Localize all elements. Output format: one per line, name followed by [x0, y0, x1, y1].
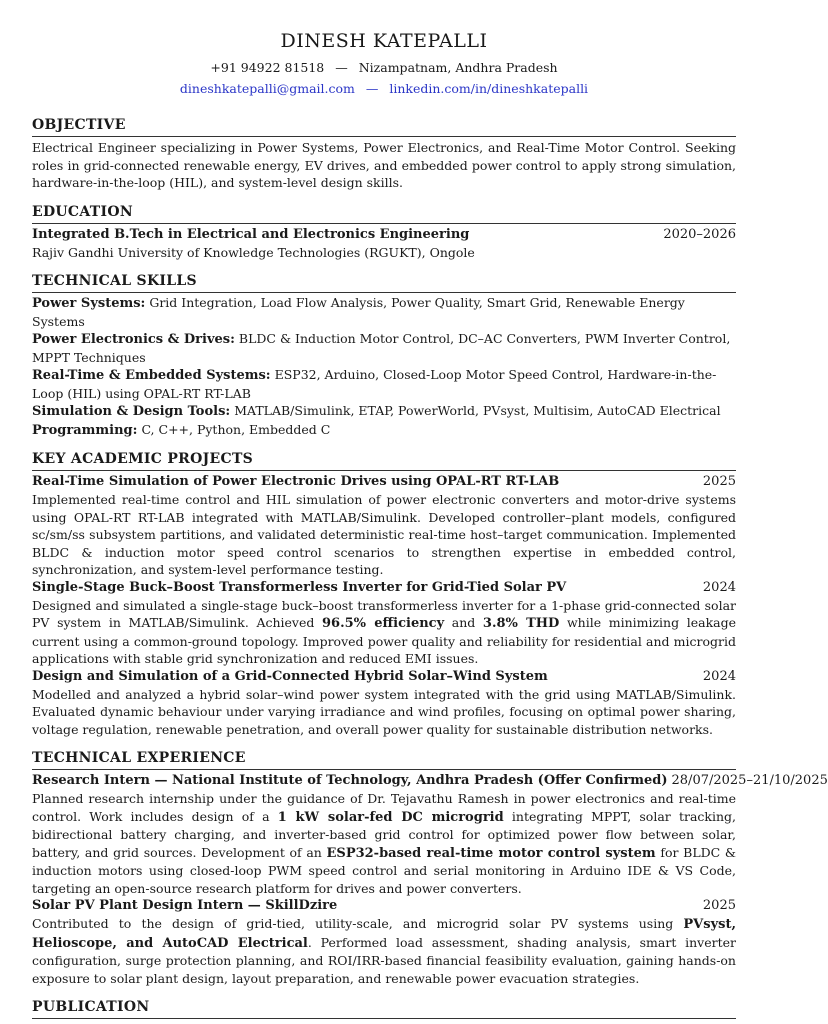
skills-list — [32, 294, 736, 439]
project-title: Real-Time Simulation of Power Electronic Drives using OPAL-RT RT-LAB — [32, 474, 560, 489]
links-line — [32, 80, 736, 97]
skill-item — [32, 421, 736, 440]
skill-item — [32, 330, 736, 366]
skill-value: BLDC & Induction Motor Control, DC–AC Converters, PWM Inverter Control, MPPT Techniques — [32, 331, 731, 365]
separator: — — [335, 60, 348, 75]
project-description — [32, 597, 736, 668]
resume-header — [32, 29, 736, 97]
skill-value: Grid Integration, Load Flow Analysis, Power Quality, Smart Grid, Renewable Energy Systems — [32, 295, 685, 329]
highlight-tools: PVsyst, Helioscope, and AutoCAD Electrical — [32, 917, 736, 951]
phone-number: +91 94922 81518 — [210, 60, 325, 75]
skill-label: Simulation & Design Tools: — [32, 404, 231, 419]
text-run: . Performed load assessment, shading analysis, smart inverter configuration, surge protection planning, and ROI/IRR-based financial feasibility evaluation, gaining hands-on exposure to solar plant design, layout preparation, and renewable power evacuation strategies. — [32, 934, 736, 986]
project-year: 2024 — [702, 579, 736, 595]
skill-item — [32, 402, 736, 421]
skill-value: ESP32, Arduino, Closed-Loop Motor Speed Control, Hardware-in-the-Loop (HIL) using OPAL-RT RT-LAB — [32, 367, 717, 401]
resume-page — [32, 0, 828, 1019]
experience-heading: TECHNICAL EXPERIENCE — [32, 749, 736, 770]
education-heading: EDUCATION — [32, 203, 736, 224]
experience-dates: 2025 — [702, 898, 736, 913]
degree-title: Integrated B.Tech in Electrical and Electronics Engineering — [32, 226, 470, 242]
email-link[interactable]: dineshkatepalli@gmail.com — [179, 81, 355, 96]
highlight-efficiency: 96.5% efficiency — [322, 616, 445, 631]
text-run: and — [444, 615, 483, 630]
candidate-name: DINESH KATEPALLI — [280, 30, 488, 52]
objective-text: Electrical Engineer specializing in Power Systems, Power Electronics, and Real-Time Motor Control. Seeking roles in grid-connected renewable energy, EV drives, and embedded power control to apply strong simulation, hardware-in-the-loop (HIL), and system-level design skills. — [32, 140, 736, 190]
skill-label: Power Systems: — [32, 296, 146, 311]
project-header — [32, 473, 736, 491]
project-year: 2025 — [702, 474, 736, 489]
separator: — — [365, 81, 379, 96]
skill-value: MATLAB/Simulink, ETAP, PowerWorld, PVsyst, Multisim, AutoCAD Electrical — [234, 403, 721, 418]
highlight-thd: 3.8% THD — [482, 616, 560, 631]
linkedin-link[interactable]: linkedin.com/in/dineshkatepalli — [389, 81, 589, 96]
experience-role: Solar PV Plant Design Intern — SkillDzire — [32, 898, 338, 913]
experience-header — [32, 772, 828, 790]
skill-item — [32, 366, 736, 402]
skill-label: Real-Time & Embedded Systems: — [32, 368, 271, 383]
skill-label: Power Electronics & Drives: — [32, 332, 235, 347]
text-run: while minimizing leakage current using a common-ground topology. Improved power quality and reliability for residential and microgrid applications with stable grid synchronization and reduced EMI issues. — [32, 615, 737, 666]
project-header — [32, 579, 736, 597]
skill-value: C, C++, Python, Embedded C — [141, 421, 331, 437]
school-name: Rajiv Gandhi University of Knowledge Technologies (RGUKT), Ongole — [32, 244, 475, 260]
skills-heading: TECHNICAL SKILLS — [32, 272, 736, 293]
text-run: Planned research internship under the guidance of Dr. Tejavathu Ramesh in power electronics and real-time control. Work includes design of a — [32, 791, 736, 824]
skill-item — [32, 294, 736, 330]
experience-description — [32, 915, 736, 987]
text-run: for BLDC & induction motors using closed-loop PWM speed control and serial monitoring in Arduino IDE & VS Code, targeting an open-source research platform for drives and power converters. — [32, 844, 736, 896]
skill-label: Programming: — [32, 422, 138, 438]
project-description: Modelled and analyzed a hybrid solar–wind power system integrated with the grid using MATLAB/Simulink. Evaluated dynamic behaviour under varying irradiance and wind profiles, focusing on optimal power sharing, voltage regulation, renewable penetration, and overall power quality for sustainable distribution networks. — [32, 686, 736, 737]
publication-heading: PUBLICATION — [32, 998, 736, 1019]
education-entry — [32, 226, 736, 244]
experience-role: Research Intern — National Institute of Technology, Andhra Pradesh (Offer Confirmed) — [32, 773, 668, 788]
experience-header — [32, 897, 736, 915]
text-run: Designed and simulated a single-stage buck–boost transformerless inverter for a 1-phase grid-connected solar PV system in MATLAB/Simulink. Achieved — [32, 597, 736, 630]
education-dates: 2020–2026 — [663, 226, 736, 242]
project-title: Design and Simulation of a Grid-Connected Hybrid Solar–Wind System — [32, 668, 548, 684]
project-description: Implemented real-time control and HIL simulation of power electronic converters and motor-drive systems using OPAL-RT RT-LAB integrated with MATLAB/Simulink. Developed controller–plant models, configured sc/sm/ss subsystem partitions, and validated deterministic real-time host–target communication. Implemented BLDC & induction motor speed control scenarios to strengthen expertise in embedded control, synchronization, and system-level performance testing. — [32, 492, 736, 577]
project-header — [32, 668, 736, 686]
highlight-esp32: ESP32-based real-time motor control system — [326, 845, 656, 861]
location: Nizampatnam, Andhra Pradesh — [358, 60, 558, 75]
contact-line — [32, 59, 736, 76]
project-title: Single-Stage Buck–Boost Transformerless Inverter for Grid-Tied Solar PV — [32, 579, 567, 595]
text-run: Contributed to the design of grid-tied, utility-scale, and microgrid solar PV systems using — [32, 916, 684, 931]
experience-dates: 28/07/2025–21/10/2025 — [671, 773, 828, 788]
highlight-microgrid: 1 kW solar-fed DC microgrid — [277, 809, 504, 825]
text-run: integrating MPPT, solar tracking, bidirectional battery charging, and inverter-based grid control for optimized power flow between solar, battery, and grid sources. Development of an — [32, 808, 736, 860]
objective-heading: OBJECTIVE — [32, 116, 736, 137]
projects-heading: KEY ACADEMIC PROJECTS — [32, 450, 736, 471]
experience-description — [32, 790, 736, 897]
project-year: 2024 — [702, 668, 736, 684]
